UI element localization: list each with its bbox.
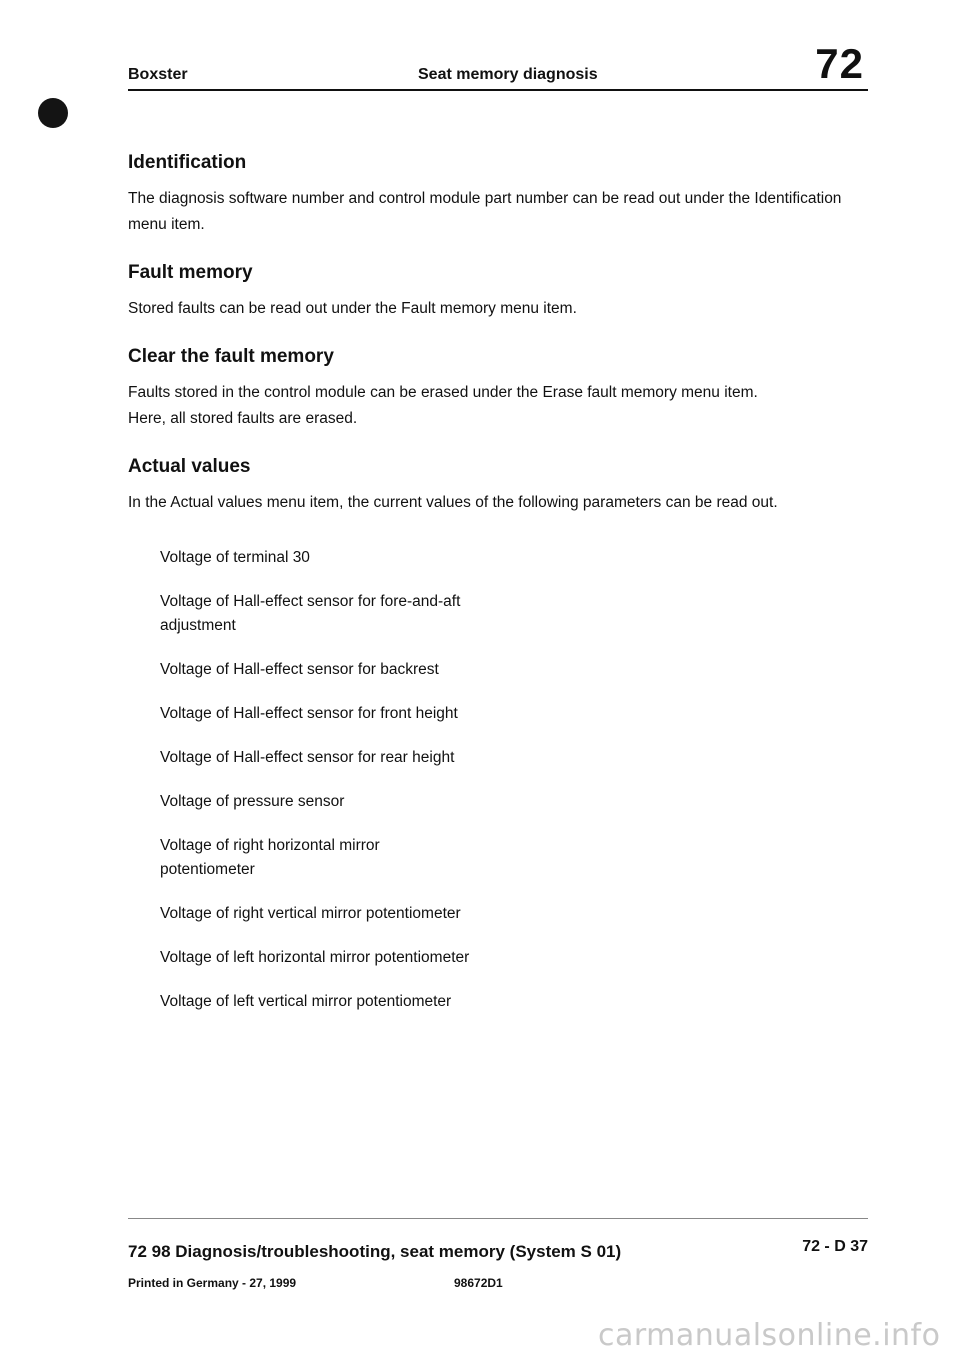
list-item: Voltage of right horizontal mirror potentiometer (160, 837, 380, 878)
list-item: Voltage of Hall-effect sensor for fore-and-aft adjustment (160, 593, 461, 634)
section-paragraph: The diagnosis software number and control module part number can be read out under the Identification menu item. (128, 190, 842, 233)
section-fault-memory (128, 262, 868, 322)
page-header (128, 40, 868, 92)
binder-hole (38, 98, 68, 128)
section-actual-values (128, 456, 868, 1014)
page-footer (128, 1218, 868, 1308)
section-heading: Actual values (128, 456, 251, 477)
section-paragraph: Faults stored in the control module can be erased under the Erase fault memory menu item. (128, 384, 758, 401)
list-item: Voltage of pressure sensor (160, 793, 345, 810)
list-item: Voltage of Hall-effect sensor for backrest (160, 661, 439, 678)
section-paragraph: Here, all stored faults are erased. (128, 410, 358, 427)
page-content (128, 152, 868, 1034)
section-clear-fault-memory (128, 346, 868, 432)
section-paragraph: In the Actual values menu item, the current values of the following parameters can be read out. (128, 494, 778, 511)
section-heading: Fault memory (128, 262, 253, 283)
section-heading: Clear the fault memory (128, 346, 334, 367)
footer-rule (128, 1218, 868, 1219)
watermark: carmanualsonline.info (598, 1318, 941, 1353)
chapter-number: 72 (815, 40, 864, 87)
header-model: Boxster (128, 66, 188, 83)
list-item: Voltage of terminal 30 (160, 549, 310, 566)
section-identification (128, 152, 868, 238)
section-paragraph: Stored faults can be read out under the Fault memory menu item. (128, 300, 577, 317)
parameter-list (128, 546, 868, 1014)
list-item: Voltage of Hall-effect sensor for rear height (160, 749, 455, 766)
list-item: Voltage of left horizontal mirror potentiometer (160, 949, 470, 966)
document-code: 98672D1 (454, 1276, 503, 1290)
printed-note: Printed in Germany - 27, 1999 (128, 1276, 297, 1290)
footer-title: 72 98 Diagnosis/troubleshooting, seat memory (System S 01) (128, 1242, 622, 1261)
header-rule (128, 89, 868, 91)
section-heading: Identification (128, 152, 247, 173)
list-item: Voltage of right vertical mirror potentiometer (160, 905, 461, 922)
page-code: 72 - D 37 (802, 1238, 868, 1255)
header-title: Seat memory diagnosis (418, 66, 598, 83)
list-item: Voltage of Hall-effect sensor for front height (160, 705, 458, 722)
list-item: Voltage of left vertical mirror potentiometer (160, 993, 452, 1010)
